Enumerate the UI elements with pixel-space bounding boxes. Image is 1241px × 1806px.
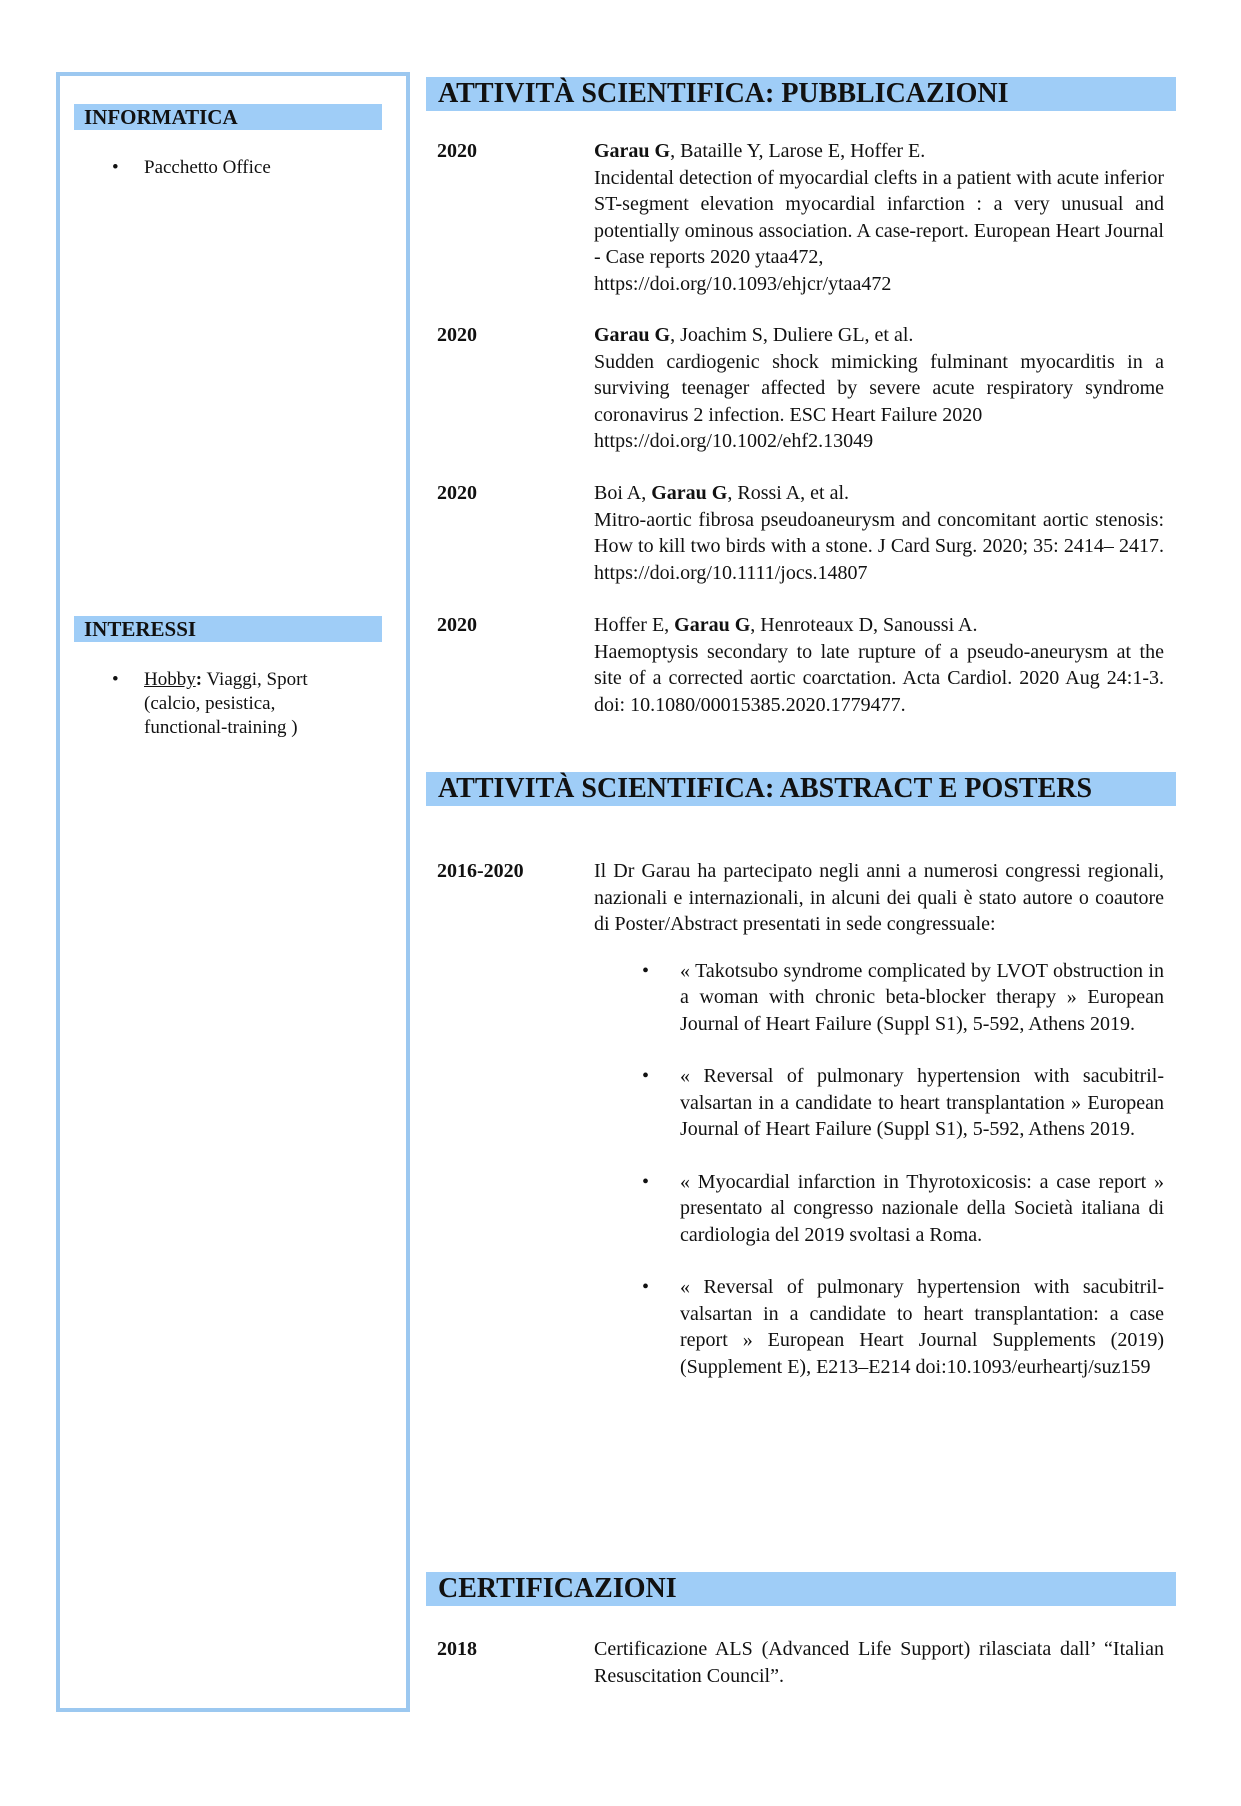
publication-entry — [426, 480, 1166, 586]
bullet-icon: • — [642, 1276, 650, 1298]
author-highlight: Garau G — [651, 482, 728, 504]
publication-year: 2020 — [437, 140, 477, 162]
hobby-label: Hobby — [144, 669, 196, 690]
bullet-icon: • — [642, 959, 650, 982]
hobby-text: (calcio, pesistica, — [144, 693, 276, 714]
certification-year: 2018 — [437, 1638, 477, 1660]
author-highlight: Garau G — [674, 614, 751, 636]
publication-text: Mitro-aortic fibrosa pseudoaneurysm and concomitant aortic stenosis: How to kill two birds with a stone. J Card Surg. 2020; 35: 2414– 2417. https://doi.org/10.1111/jocs.14807 — [594, 508, 1164, 584]
poster-item: • « Reversal of pulmonary hypertension with sacubitril-valsartan in a candidate to heart transplantation: a case report » European Heart Journal Supplements (2019) (Supplement E), E213–E214 doi:10.1093/eurheartj/suz159 — [642, 1276, 1164, 1378]
authors: Boi A, — [594, 482, 652, 504]
publication-text: Incidental detection of myocardial clefts in a patient with acute inferior ST-segment elevation myocardial infarction : a very unusual and potentially ominous association. A case-report. European Heart Journal - Case reports 2020 ytaa472, — [594, 166, 1164, 268]
publication-year: 2020 — [437, 482, 477, 504]
authors: , Bataille Y, Larose E, Hoffer E. — [670, 140, 926, 162]
hobby-text: functional-training ) — [144, 717, 298, 738]
author-highlight: Garau G — [594, 140, 671, 162]
abstract-intro: Il Dr Garau ha partecipato negli anni a numerosi congressi regionali, nazionali e internazionali, in alcuni dei quali è stato autore o coautore di Poster/Abstract presentati in sede congressuale: — [594, 860, 1164, 935]
pubblicazioni-heading: ATTIVITÀ SCIENTIFICA: PUBBLICAZIONI — [426, 77, 1176, 111]
informatica-list — [60, 156, 271, 180]
publication-text: Sudden cardiogenic shock mimicking fulminant myocarditis in a surviving teenager affected by severe acute respiratory syndrome coronavirus 2 infection. ESC Heart Failure 2020 — [594, 350, 1164, 426]
authors: , Rossi A, et al. — [727, 482, 850, 504]
interessi-list — [60, 668, 308, 740]
list-item — [60, 156, 271, 180]
informatica-item: Pacchetto Office — [144, 157, 271, 178]
publication-link[interactable]: https://doi.org/10.1002/ehf2.13049 — [594, 430, 874, 452]
informatica-heading: INFORMATICA — [74, 104, 382, 130]
poster-item: • « Myocardial infarction in Thyrotoxicosis: a case report » presentato al congresso nazionale della Società italiana di cardiologia del 2019 svoltasi a Roma. — [642, 1170, 1164, 1246]
poster-item: • « Reversal of pulmonary hypertension with sacubitril-valsartan in a candidate to heart transplantation » European Journal of Heart Failure (Suppl S1), 5-592, Athens 2019. — [642, 1065, 1164, 1140]
abstract-year: 2016-2020 — [437, 860, 524, 882]
bullet-icon: • — [642, 1170, 650, 1193]
abstract-entry — [426, 858, 1166, 1406]
certificazioni-heading: CERTIFICAZIONI — [426, 1572, 1176, 1606]
poster-list — [594, 958, 1164, 1381]
sidebar — [56, 72, 410, 1712]
publication-entry — [426, 138, 1166, 297]
publication-link[interactable]: https://doi.org/10.1093/ehjcr/ytaa472 — [594, 272, 892, 295]
author-highlight: Garau G — [594, 324, 671, 346]
certification-text: Certificazione ALS (Advanced Life Support) rilasciata dall’ “Italian Resuscitation Council”. — [594, 1638, 1164, 1687]
poster-item: • « Takotsubo syndrome complicated by LVOT obstruction in a woman with chronic beta-blocker therapy » European Journal of Heart Failure (Suppl S1), 5-592, Athens 2019. — [642, 959, 1164, 1035]
authors: , Joachim S, Duliere GL, et al. — [670, 324, 914, 346]
hobby-text: Viaggi, Sport — [202, 669, 308, 690]
certification-entry — [426, 1636, 1166, 1689]
authors: , Henroteaux D, Sanoussi A. — [750, 614, 978, 636]
publication-entry — [426, 322, 1166, 455]
abstract-heading: ATTIVITÀ SCIENTIFICA: ABSTRACT E POSTERS — [426, 772, 1176, 806]
authors: Hoffer E, — [594, 614, 675, 636]
publication-year: 2020 — [437, 614, 477, 636]
publication-year: 2020 — [437, 324, 477, 346]
publication-text: Haemoptysis secondary to late rupture of a pseudo-aneurysm at the site of a corrected aortic coarctation. Acta Cardiol. 2020 Aug 24:1-3. doi: 10.1080/00015385.2020.1779477. — [594, 640, 1164, 716]
bullet-icon: • — [112, 669, 119, 690]
interessi-heading: INTERESSI — [74, 616, 382, 642]
bullet-icon: • — [112, 157, 119, 178]
publication-entry — [426, 612, 1166, 718]
bullet-icon: • — [642, 1065, 650, 1087]
hobby-colon: : — [195, 669, 203, 690]
list-item — [60, 668, 308, 740]
